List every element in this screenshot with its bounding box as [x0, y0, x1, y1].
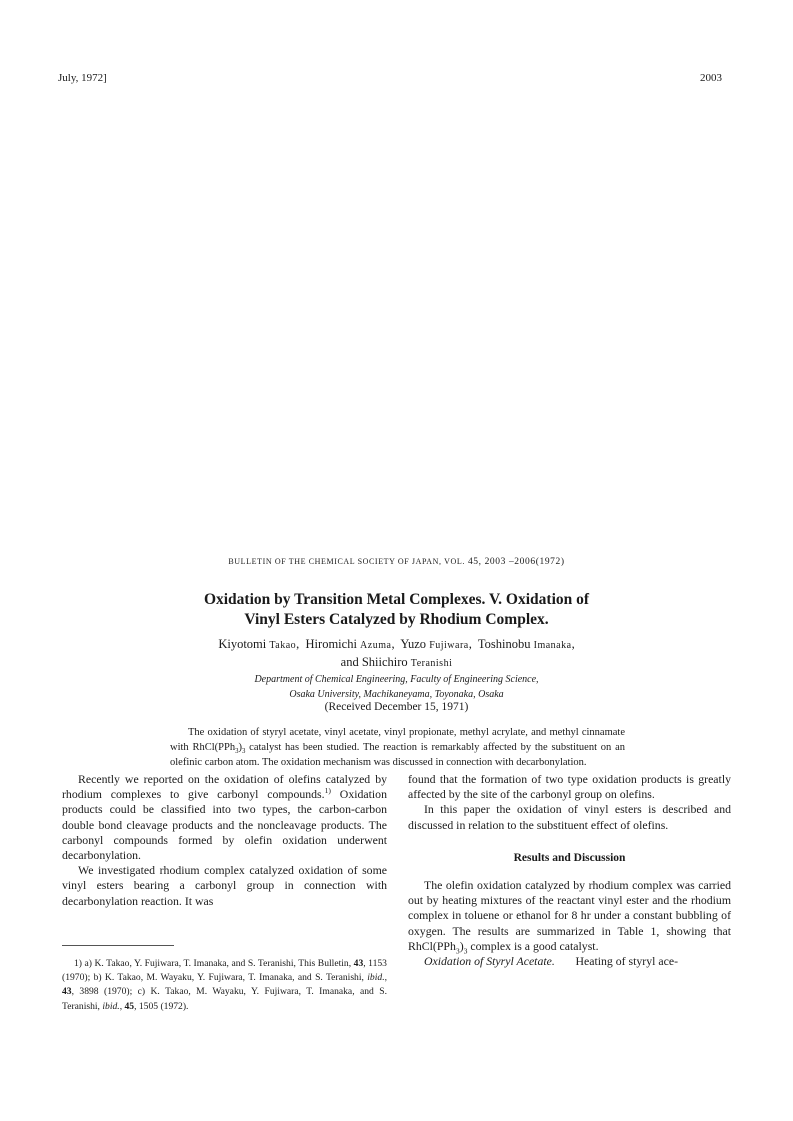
received-date: (Received December 15, 1971) [324, 701, 469, 713]
title-line-2: Vinyl Esters Catalyzed by Rhodium Complex. [244, 611, 549, 628]
footnote-text: , [119, 1000, 125, 1012]
reference-marker: 1) [324, 786, 331, 796]
author-last-name: Teranishi [410, 658, 453, 669]
ibid-text: ibid. [102, 1000, 120, 1012]
author-last-name: Fujiwara [429, 640, 469, 651]
subsection-run-in-heading: Oxidation of Styryl Acetate. [424, 954, 555, 969]
author-first-name: Hiromichi [305, 637, 361, 651]
subscript: 3 [235, 748, 239, 756]
affiliation [0, 672, 793, 702]
volume-number: 43 [62, 986, 72, 998]
abstract-text: ) [238, 742, 242, 754]
author-list [0, 636, 793, 672]
author-last-name: Azuma [360, 640, 392, 651]
paragraph-text: ) [459, 938, 464, 953]
footnote [62, 957, 387, 1014]
journal-volume-pages: 45, 2003 –2006(1972) [467, 557, 565, 567]
author-first-name: Kiyotomi [218, 637, 270, 651]
footnote-text: , 3898 (1970); c) K. Takao, M. Wayaku, Y. Fujiwara, T. Imanaka, and S. Teranishi, [62, 986, 387, 1012]
abstract [170, 725, 625, 771]
section-heading: Results and Discussion [513, 851, 626, 864]
body-paragraph: We investigated rhodium complex catalyzed oxidation of some vinyl esters bearing a carbonyl group in connection with decarbonylation reaction. It was [62, 863, 387, 908]
volume-number: 43 [353, 958, 364, 969]
body-paragraph [408, 954, 731, 969]
article-title [0, 590, 793, 630]
affiliation-line-1: Department of Chemical Engineering, Faculty of Engineering Science, [254, 674, 539, 685]
author-first-name: Yuzo [400, 637, 430, 651]
body-paragraph [408, 878, 731, 954]
volume-number: 45 [124, 1000, 135, 1012]
page-number: 2003 [700, 72, 722, 84]
footnote-divider [62, 945, 174, 946]
subscript: 3 [241, 748, 246, 756]
running-header-date: July, 1972] [58, 72, 107, 84]
authors-line-1: Kiyotomi Takao, Hiromichi Azuma, Yuzo Fujiwara, Toshinobu Imanaka, [218, 637, 575, 651]
footnote-text: , 1153 (1970); b) K. Takao, M. Wayaku, Y. Fujiwara, T. Imanaka, and S. Teranishi, [62, 958, 387, 984]
title-line-1: Oxidation by Transition Metal Complexes. V. Oxidation of [203, 591, 590, 608]
paragraph-text: Recently we reported on the oxidation of olefins catalyzed by rhodium complexes to give carbonyl compounds. [62, 772, 387, 802]
left-column [62, 772, 387, 909]
subscript: 3 [455, 946, 460, 956]
subscript: 3 [463, 946, 468, 956]
author-first-name: Toshinobu [477, 637, 534, 651]
paragraph-text: complex is a good catalyst. [467, 938, 599, 953]
authors-line-2 [0, 654, 793, 672]
body-paragraph: found that the formation of two type oxidation products is greatly affected by the site of the carbonyl group on olefins. [408, 772, 731, 802]
body-paragraph: In this paper the oxidation of vinyl esters is described and discussed in relation to the substituent effect of olefins. [408, 802, 731, 832]
journal-name: BULLETIN OF THE CHEMICAL SOCIETY OF JAPAN, VOL. [228, 557, 465, 566]
footnote-text: , [384, 972, 387, 984]
author-last-name: Imanaka [533, 640, 572, 651]
paragraph-text: Heating of styryl ace- [554, 954, 678, 969]
author-first-name: and Shiichiro [340, 655, 411, 669]
journal-citation-line [0, 557, 793, 567]
abstract-text: catalyst has been studied. The reaction is remarkably affected by the substituent on an olefinic carbon atom. The oxidation mechanism was discussed in connection with decarbonylation. [170, 742, 625, 769]
footnote-text: , 1505 (1972). [134, 1000, 189, 1012]
abstract-text: The oxidation of styryl acetate, vinyl acetate, vinyl propionate, methyl acrylate, and methyl cinnamate with RhCl(PPh [170, 727, 625, 754]
right-column [408, 772, 731, 969]
author-last-name: Takao [269, 640, 297, 651]
paragraph-text: Oxidation products could be classified into two types, the carbon-carbon double bond cleavage products and the noncleavage products. The carbonyl compounds formed by olefin oxidation underwent decarbonylation. [62, 787, 387, 863]
body-paragraph [62, 772, 387, 863]
footnote-text: 1) a) K. Takao, Y. Fujiwara, T. Imanaka, and S. Teranishi, This Bulletin, [74, 958, 354, 969]
ibid-text: ibid. [367, 972, 385, 984]
paragraph-text: The olefin oxidation catalyzed by rhodium complex was carried out by heating mixtures of the reactant vinyl ester and the rhodium complex in toluene or ethanol for 8 hr under a constant bubbling of oxygen. The results are summarized in Table 1, showing that RhCl(PPh [408, 878, 731, 953]
affiliation-line-2: Osaka University, Machikaneyama, Toyonaka, Osaka [289, 689, 504, 700]
